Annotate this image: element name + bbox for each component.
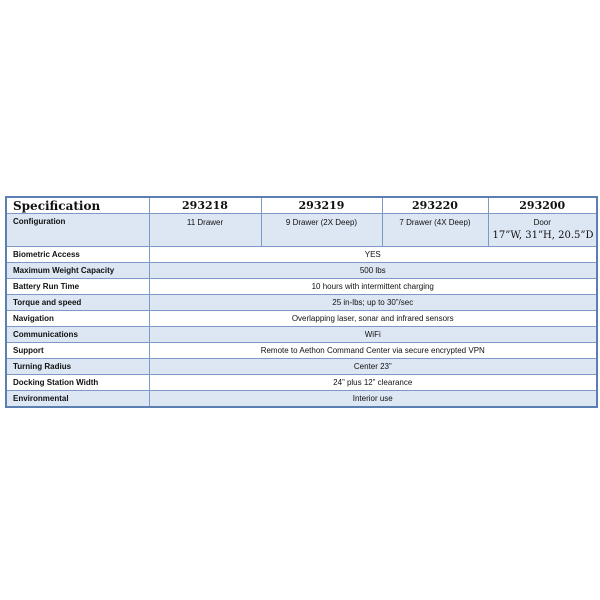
table-row [6,327,597,343]
row-label: Support [6,343,149,359]
row-label: Docking Station Width [6,375,149,391]
config-value-293219: 9 Drawer (2X Deep) [261,214,382,247]
row-value: Remote to Aethon Command Center via secure encrypted VPN [149,343,597,359]
model-header-293200: 293200 [488,197,597,214]
table-row [6,359,597,375]
row-value: WiFi [149,327,597,343]
table-row [6,311,597,327]
row-value: Overlapping laser, sonar and infrared sensors [149,311,597,327]
door-dimensions: 17”W, 31”H, 20.5”D [492,230,594,241]
row-label: Turning Radius [6,359,149,375]
table-row [6,279,597,295]
model-header-293220: 293220 [382,197,488,214]
row-label: Environmental [6,391,149,408]
row-value: Center 23” [149,359,597,375]
model-header-293218: 293218 [149,197,261,214]
header-row [6,197,597,214]
row-label: Communications [6,327,149,343]
row-label: Battery Run Time [6,279,149,295]
table-row [6,375,597,391]
config-value-293220: 7 Drawer (4X Deep) [382,214,488,247]
table-row [6,263,597,279]
row-label: Torque and speed [6,295,149,311]
table-row [6,343,597,359]
row-value: 10 hours with intermittent charging [149,279,597,295]
specification-table [5,196,598,408]
row-label: Biometric Access [6,247,149,263]
configuration-row [6,214,597,247]
specification-header: Specification [6,197,149,214]
door-label: Door [533,218,551,227]
model-header-293219: 293219 [261,197,382,214]
table-row [6,247,597,263]
table-row [6,295,597,311]
table-row [6,391,597,408]
row-label: Maximum Weight Capacity [6,263,149,279]
row-value: Interior use [149,391,597,408]
row-value: 500 lbs [149,263,597,279]
config-value-293200 [488,214,597,247]
row-value: 25 in-lbs; up to 30”/sec [149,295,597,311]
row-label: Navigation [6,311,149,327]
row-label: Configuration [6,214,149,247]
row-value: 24” plus 12” clearance [149,375,597,391]
row-value: YES [149,247,597,263]
config-value-293218: 11 Drawer [149,214,261,247]
